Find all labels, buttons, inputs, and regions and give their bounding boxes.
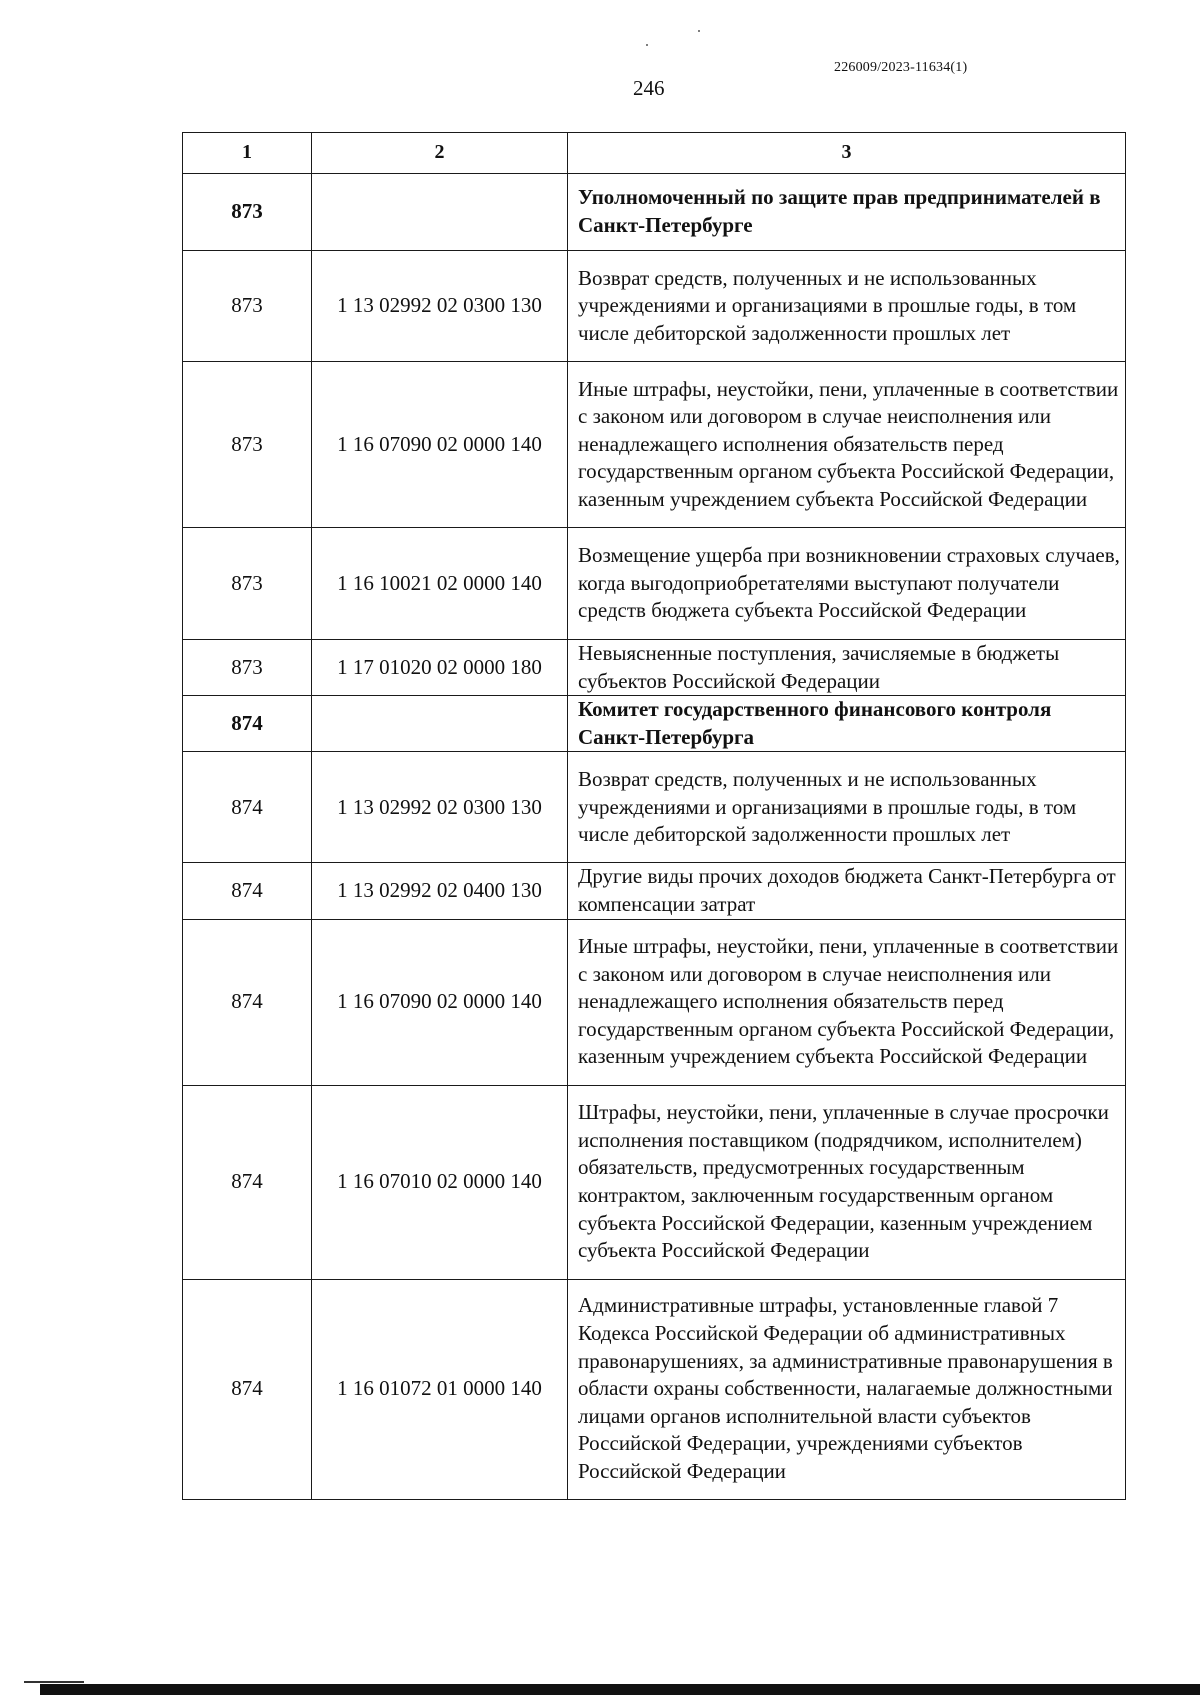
table-row xyxy=(183,919,1126,1085)
description-cell: Иные штрафы, неустойки, пени, уплаченные в соответствии с законом или договором в случае неисполнения или ненадлежащего исполнения обязательств перед государственным органом субъекта Российской Федерации, казенным учреждением субъекта Российской Федерации xyxy=(568,362,1126,528)
description-cell: Возврат средств, полученных и не использованных учреждениями и организациями в прошлые годы, в том числе дебиторской задолженности прошлых лет xyxy=(568,251,1126,362)
description-cell: Другие виды прочих доходов бюджета Санкт-Петербурга от компенсации затрат xyxy=(568,863,1126,919)
admin-code-cell: 874 xyxy=(183,863,312,919)
scan-bottom-edge xyxy=(40,1684,1200,1695)
table-row xyxy=(183,251,1126,362)
column-header-3: 3 xyxy=(568,133,1126,174)
table-row xyxy=(183,752,1126,863)
kbk-cell: 1 16 07090 02 0000 140 xyxy=(312,362,568,528)
kbk-cell: 1 13 02992 02 0400 130 xyxy=(312,863,568,919)
kbk-cell xyxy=(312,696,568,752)
kbk-cell: 1 16 01072 01 0000 140 xyxy=(312,1279,568,1499)
document-reference: 226009/2023-11634(1) xyxy=(834,60,968,75)
table-row xyxy=(183,640,1126,696)
admin-code-cell: 873 xyxy=(183,174,312,251)
description-cell: Возмещение ущерба при возникновении страховых случаев, когда выгодоприобретателями выступают получатели средств бюджета субъекта Российской Федерации xyxy=(568,528,1126,640)
table-row xyxy=(183,1279,1126,1499)
table-header-row xyxy=(183,133,1126,174)
kbk-cell: 1 17 01020 02 0000 180 xyxy=(312,640,568,696)
admin-code-cell: 873 xyxy=(183,528,312,640)
column-header-1: 1 xyxy=(183,133,312,174)
table-row xyxy=(183,1085,1126,1279)
kbk-cell: 1 16 07090 02 0000 140 xyxy=(312,919,568,1085)
admin-code-cell: 873 xyxy=(183,640,312,696)
description-cell: Штрафы, неустойки, пени, уплаченные в случае просрочки исполнения поставщиком (подрядчиком, исполнителем) обязательств, предусмотренных государственным контрактом, заключенным государственным органом субъекта Российской Федерации, казенным учреждением субъекта Российской Федерации xyxy=(568,1085,1126,1279)
column-header-2: 2 xyxy=(312,133,568,174)
description-cell: Возврат средств, полученных и не использованных учреждениями и организациями в прошлые годы, в том числе дебиторской задолженности прошлых лет xyxy=(568,752,1126,863)
admin-code-cell: 874 xyxy=(183,752,312,863)
table-row xyxy=(183,174,1126,251)
revenue-codes-table xyxy=(182,132,1126,1500)
table-row xyxy=(183,863,1126,919)
description-cell: Комитет государственного финансового контроля Санкт-Петербурга xyxy=(568,696,1126,752)
scan-speck xyxy=(698,30,700,32)
description-cell: Уполномоченный по защите прав предпринимателей в Санкт-Петербурге xyxy=(568,174,1126,251)
scan-edge-mark xyxy=(24,1681,84,1683)
admin-code-cell: 874 xyxy=(183,1085,312,1279)
admin-code-cell: 874 xyxy=(183,696,312,752)
description-cell: Административные штрафы, установленные главой 7 Кодекса Российской Федерации об административных правонарушениях, за административные правонарушения в области охраны собственности, налагаемые должностными лицами органов исполнительной власти субъектов Российской Федерации, учреждениями субъектов Российской Федерации xyxy=(568,1279,1126,1499)
kbk-cell: 1 13 02992 02 0300 130 xyxy=(312,251,568,362)
admin-code-cell: 874 xyxy=(183,1279,312,1499)
table-row xyxy=(183,528,1126,640)
admin-code-cell: 874 xyxy=(183,919,312,1085)
page-number: 246 xyxy=(633,76,665,100)
kbk-cell xyxy=(312,174,568,251)
table-row xyxy=(183,362,1126,528)
description-cell: Невыясненные поступления, зачисляемые в бюджеты субъектов Российской Федерации xyxy=(568,640,1126,696)
scan-speck xyxy=(646,44,648,46)
table-row xyxy=(183,696,1126,752)
kbk-cell: 1 13 02992 02 0300 130 xyxy=(312,752,568,863)
description-cell: Иные штрафы, неустойки, пени, уплаченные в соответствии с законом или договором в случае неисполнения или ненадлежащего исполнения обязательств перед государственным органом субъекта Российской Федерации, казенным учреждением субъекта Российской Федерации xyxy=(568,919,1126,1085)
admin-code-cell: 873 xyxy=(183,362,312,528)
kbk-cell: 1 16 07010 02 0000 140 xyxy=(312,1085,568,1279)
admin-code-cell: 873 xyxy=(183,251,312,362)
kbk-cell: 1 16 10021 02 0000 140 xyxy=(312,528,568,640)
